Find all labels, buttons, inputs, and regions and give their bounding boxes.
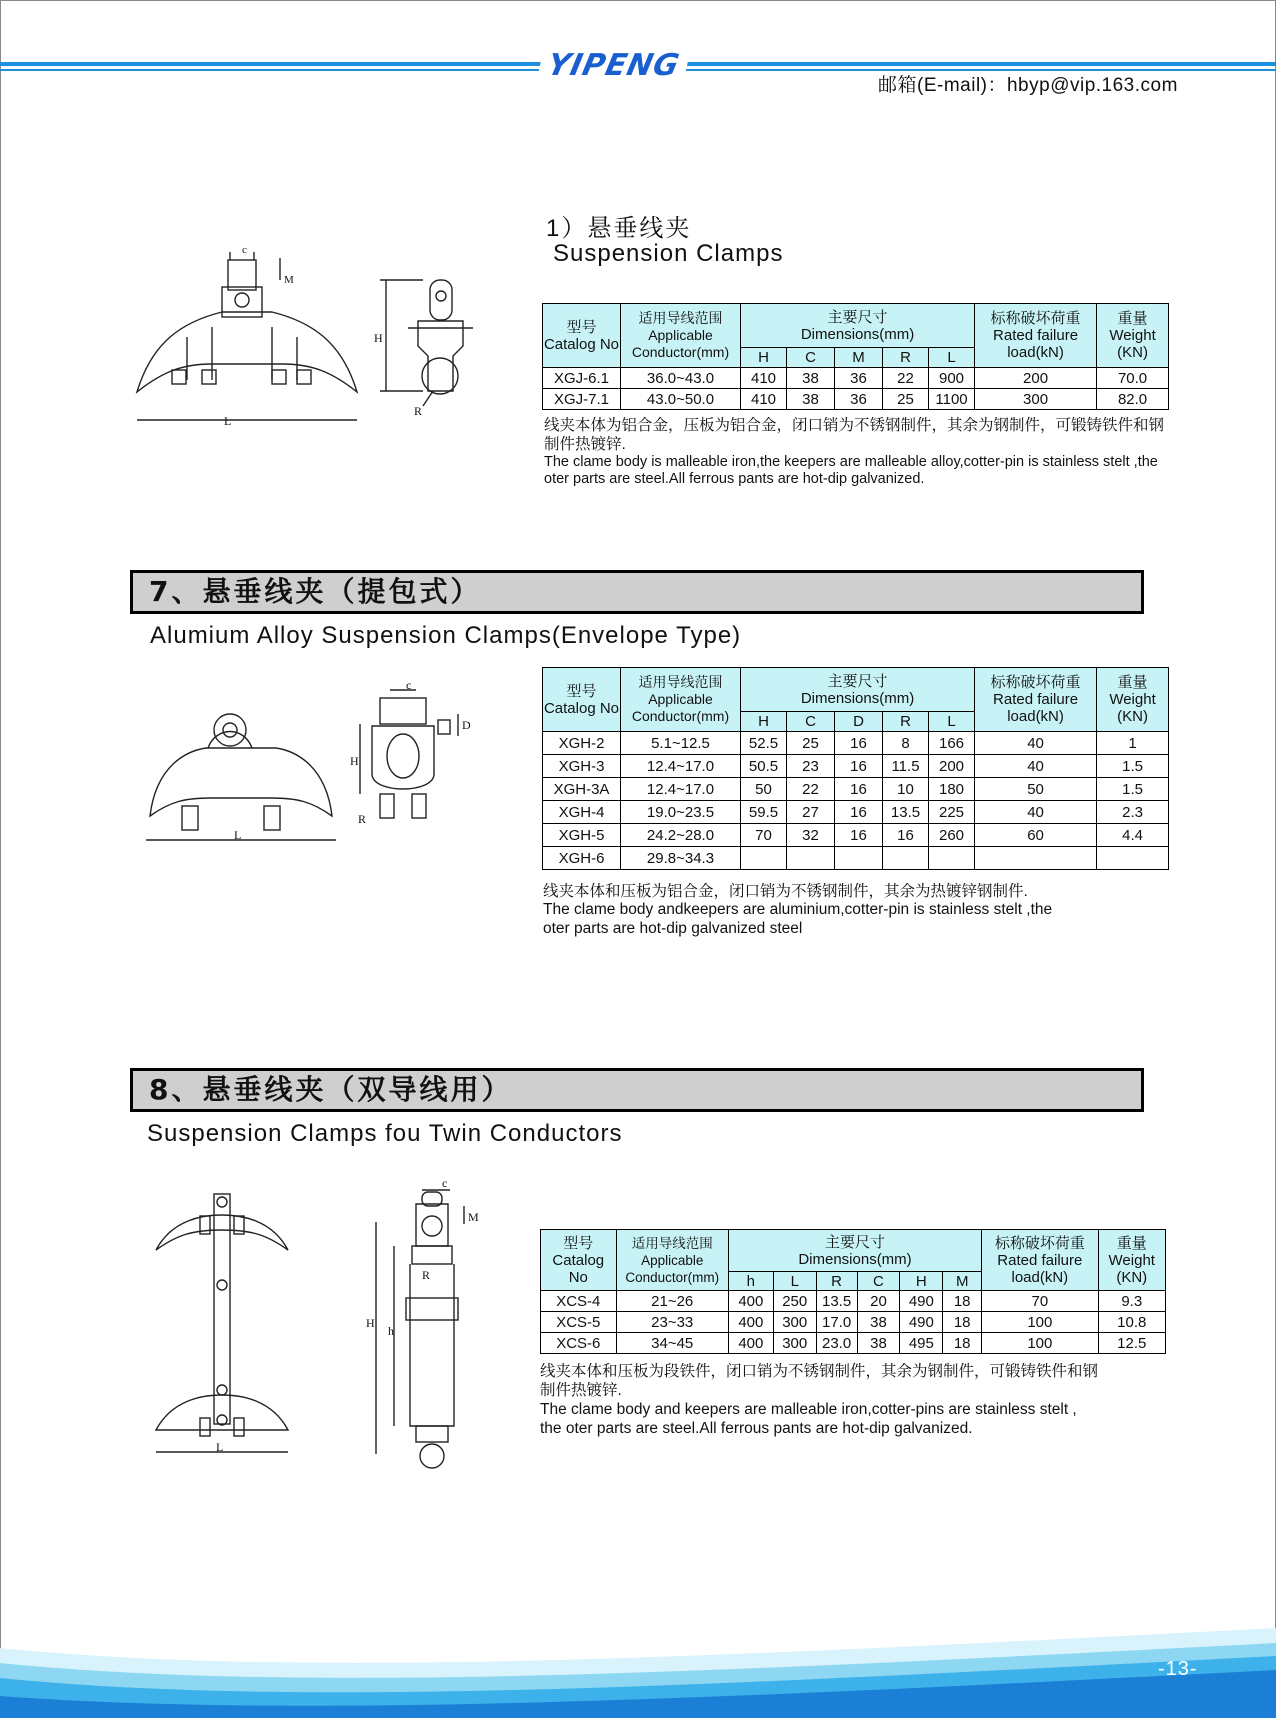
table-cell: 29.8~34.3	[621, 847, 741, 870]
table-row	[543, 847, 1169, 870]
dim-col: H	[741, 712, 787, 732]
table-cell: 16	[835, 778, 883, 801]
table-cell: 32	[787, 824, 835, 847]
email-contact: 邮箱(E-mail)：hbyp@vip.163.com	[878, 75, 1178, 96]
table-cell: 16	[835, 755, 883, 778]
table-cell	[1097, 847, 1169, 870]
table-cell: 82.0	[1097, 389, 1169, 410]
table-cell: 100	[982, 1312, 1098, 1333]
table-cell: 70	[741, 824, 787, 847]
table-cell: 59.5	[741, 801, 787, 824]
table-cell	[787, 847, 835, 870]
table-cell: 50	[975, 778, 1097, 801]
table-cell: 10.8	[1098, 1312, 1165, 1333]
table-cell: XGH-5	[543, 824, 621, 847]
table-cell: 400	[728, 1312, 773, 1333]
table-cell: 16	[835, 824, 883, 847]
label-c: c	[242, 244, 247, 256]
table-cell: 22	[787, 778, 835, 801]
table-cell: 50	[741, 778, 787, 801]
table-row	[543, 368, 1169, 389]
table-cell: XGH-2	[543, 732, 621, 755]
table-cell: 50.5	[741, 755, 787, 778]
table-cell: XCS-6	[541, 1333, 617, 1354]
dim-col: H	[900, 1272, 943, 1291]
table-cell: 4.4	[1097, 824, 1169, 847]
col-weight-header: 重量 Weight (KN)	[1098, 1230, 1165, 1291]
col-catalog-header: 型号 Catalog No	[543, 304, 621, 368]
table-cell	[929, 847, 975, 870]
table-cell: 300	[975, 389, 1097, 410]
section8-note-cn-1: 线夹本体和压板为段铁件，闭口销为不锈钢制件，其余为钢制件，可锻铸铁件和钢	[540, 1363, 1099, 1380]
dim-col: R	[883, 712, 929, 732]
label-h-small: h	[388, 1324, 394, 1338]
table-cell: 16	[883, 824, 929, 847]
suspension-clamp-side-drawing	[374, 276, 498, 426]
dim-col: R	[883, 348, 929, 368]
col-load-header: 标称破坏荷重 Rated failure load(kN)	[982, 1230, 1098, 1291]
table-cell: 1.5	[1097, 755, 1169, 778]
table-cell: 10	[883, 778, 929, 801]
table-cell: 18	[943, 1312, 982, 1333]
section7-note-cn: 线夹本体和压板为铝合金，闭口销为不锈钢制件，其余为热镀锌钢制件.	[543, 883, 1028, 900]
table-cell: 250	[773, 1291, 816, 1312]
label-c: c	[406, 678, 412, 692]
label-c: c	[442, 1176, 448, 1190]
col-conductor-header: 适用导线范围 Applicable Conductor(mm)	[621, 668, 741, 732]
table-cell	[975, 847, 1097, 870]
table-cell: XGJ-7.1	[543, 389, 621, 410]
dim-col: C	[787, 712, 835, 732]
dim-col: L	[929, 348, 975, 368]
col-load-header: 标称破坏荷重 Rated failure load(kN)	[975, 668, 1097, 732]
section1-note-cn: 线夹本体为铝合金，压板为铝合金，闭口销为不锈钢制件，其余为钢制件，可锻铸铁件和钢制件热镀锌.	[544, 417, 1165, 453]
twin-clamp-side-drawing	[366, 1176, 496, 1476]
table-cell: 12.4~17.0	[621, 778, 741, 801]
dim-col: H	[741, 348, 787, 368]
table-cell: 25	[787, 732, 835, 755]
table-cell: 43.0~50.0	[621, 389, 741, 410]
table-cell: 23	[787, 755, 835, 778]
table-cell: 17.0	[816, 1312, 857, 1333]
table-cell: 200	[975, 368, 1097, 389]
table-cell: 16	[835, 801, 883, 824]
label-h: H	[374, 331, 383, 345]
section7-title-cn: 7、悬垂线夹（提包式）	[149, 575, 482, 608]
label-l: L	[224, 414, 232, 428]
table-cell: 38	[857, 1333, 900, 1354]
table-cell: 490	[900, 1291, 943, 1312]
dim-col: h	[728, 1272, 773, 1291]
section8-note-en-2: the oter parts are steel.All ferrous pants are hot-dip galvanized.	[540, 1420, 973, 1437]
col-dimensions-header: 主要尺寸 Dimensions(mm)	[741, 304, 975, 348]
table-row	[541, 1333, 1166, 1354]
dim-col: C	[787, 348, 835, 368]
table-row	[541, 1312, 1166, 1333]
table-cell: 400	[728, 1291, 773, 1312]
table-cell: 12.4~17.0	[621, 755, 741, 778]
section7-title-bar	[130, 570, 1144, 614]
table-cell: 2.3	[1097, 801, 1169, 824]
section8-note-cn-2: 制件热镀锌.	[540, 1382, 622, 1399]
table-cell: 21~26	[616, 1291, 728, 1312]
section7-spec-table	[542, 667, 1169, 870]
dim-col: C	[857, 1272, 900, 1291]
section7-title-en: Alumium Alloy Suspension Clamps(Envelope Type)	[150, 622, 742, 649]
table-cell: 60	[975, 824, 1097, 847]
table-cell: 11.5	[883, 755, 929, 778]
label-m: M	[468, 1210, 479, 1224]
table-cell: 400	[728, 1333, 773, 1354]
table-cell: 260	[929, 824, 975, 847]
col-catalog-header: 型号 Catalog No	[541, 1230, 617, 1291]
section8-note-en-1: The clame body and keepers are malleable iron,cotter-pins are stainless stelt ,	[540, 1401, 1077, 1418]
label-r: R	[422, 1268, 431, 1282]
table-row	[541, 1291, 1166, 1312]
table-row	[543, 778, 1169, 801]
table-cell: XCS-5	[541, 1312, 617, 1333]
section1-spec-table	[542, 303, 1169, 410]
table-cell: 25	[883, 389, 929, 410]
table-row	[543, 732, 1169, 755]
table-cell: 12.5	[1098, 1333, 1165, 1354]
page-number: -13-	[1158, 1658, 1198, 1680]
envelope-clamp-front-drawing	[146, 706, 336, 846]
table-cell: 38	[787, 389, 835, 410]
label-h: H	[350, 754, 359, 768]
section7-note-en-1: The clame body andkeepers are aluminium,cotter-pin is stainless stelt ,the	[543, 901, 1053, 918]
dim-col: L	[929, 712, 975, 732]
table-cell: 8	[883, 732, 929, 755]
dim-col: M	[943, 1272, 982, 1291]
table-cell: 27	[787, 801, 835, 824]
dim-col: D	[835, 712, 883, 732]
table-cell: 100	[982, 1333, 1098, 1354]
col-dimensions-header: 主要尺寸 Dimensions(mm)	[741, 668, 975, 712]
table-cell: 24.2~28.0	[621, 824, 741, 847]
table-cell: 19.0~23.5	[621, 801, 741, 824]
table-cell: 9.3	[1098, 1291, 1165, 1312]
table-cell: 410	[741, 389, 787, 410]
table-cell: 490	[900, 1312, 943, 1333]
label-h: H	[366, 1316, 375, 1330]
dim-col: M	[835, 348, 883, 368]
col-weight-header: 重量 Weight (KN)	[1097, 304, 1169, 368]
section8-title-bar	[130, 1068, 1144, 1112]
table-row	[543, 824, 1169, 847]
table-cell: 900	[929, 368, 975, 389]
table-cell: XGH-4	[543, 801, 621, 824]
suspension-clamp-front-drawing	[132, 244, 362, 432]
section1-title-cn: 1）悬垂线夹	[546, 215, 692, 242]
table-cell: 70.0	[1097, 368, 1169, 389]
table-cell: 180	[929, 778, 975, 801]
table-cell: 166	[929, 732, 975, 755]
table-cell: 13.5	[816, 1291, 857, 1312]
table-cell: 40	[975, 801, 1097, 824]
section7-note-en-2: oter parts are hot-dip galvanized steel	[543, 920, 803, 937]
table-cell: XGH-6	[543, 847, 621, 870]
section1-title-en: Suspension Clamps	[553, 240, 784, 267]
table-cell	[883, 847, 929, 870]
table-cell: 13.5	[883, 801, 929, 824]
table-cell: 23~33	[616, 1312, 728, 1333]
col-conductor-header: 适用导线范围 Applicable Conductor(mm)	[621, 304, 741, 368]
label-m: M	[284, 274, 294, 286]
table-cell: 300	[773, 1333, 816, 1354]
table-cell: 36	[835, 368, 883, 389]
col-weight-header: 重量 Weight (KN)	[1097, 668, 1169, 732]
table-cell: 5.1~12.5	[621, 732, 741, 755]
col-catalog-header: 型号 Catalog No	[543, 668, 621, 732]
section8-title-en: Suspension Clamps fou Twin Conductors	[147, 1120, 623, 1147]
table-cell: 52.5	[741, 732, 787, 755]
table-cell: 22	[883, 368, 929, 389]
col-conductor-header: 适用导线范围 Applicable Conductor(mm)	[616, 1230, 728, 1291]
col-load-header: 标称破坏荷重 Rated failure load(kN)	[975, 304, 1097, 368]
table-cell: 300	[773, 1312, 816, 1333]
table-cell: 40	[975, 755, 1097, 778]
table-cell: 18	[943, 1291, 982, 1312]
table-cell: 20	[857, 1291, 900, 1312]
table-cell: 16	[835, 732, 883, 755]
table-cell	[741, 847, 787, 870]
section8-title-cn: 8、悬垂线夹（双导线用）	[149, 1073, 513, 1106]
section8-spec-table	[540, 1229, 1166, 1354]
col-dimensions-header: 主要尺寸 Dimensions(mm)	[728, 1230, 981, 1272]
yipeng-logo: YIPENG	[536, 48, 691, 83]
table-cell: 1100	[929, 389, 975, 410]
table-cell: 34~45	[616, 1333, 728, 1354]
table-cell: 36	[835, 389, 883, 410]
table-cell: 36.0~43.0	[621, 368, 741, 389]
table-cell	[835, 847, 883, 870]
table-cell: 200	[929, 755, 975, 778]
table-cell: 38	[857, 1312, 900, 1333]
table-cell: XGH-3A	[543, 778, 621, 801]
table-cell: 70	[982, 1291, 1098, 1312]
section1-note-en: The clame body is malleable iron,the keepers are malleable alloy,cotter-pin is stainless stelt ,the oter parts are steel.All ferrous pants are hot-dip galvanized.	[544, 454, 1158, 487]
table-row	[543, 801, 1169, 824]
table-cell: XCS-4	[541, 1291, 617, 1312]
table-row	[543, 755, 1169, 778]
table-cell: 1.5	[1097, 778, 1169, 801]
twin-clamp-front-drawing	[152, 1190, 292, 1460]
table-cell: 23.0	[816, 1333, 857, 1354]
footer-wave	[0, 1608, 1276, 1718]
label-l: L	[216, 1440, 224, 1454]
label-r: R	[414, 404, 423, 418]
table-cell: 40	[975, 732, 1097, 755]
table-cell: 225	[929, 801, 975, 824]
table-cell: 1	[1097, 732, 1169, 755]
dim-col: L	[773, 1272, 816, 1291]
label-r: R	[358, 812, 367, 826]
label-d: D	[462, 718, 471, 732]
table-cell: 18	[943, 1333, 982, 1354]
table-cell: 410	[741, 368, 787, 389]
table-cell: XGJ-6.1	[543, 368, 621, 389]
envelope-clamp-side-drawing	[350, 678, 490, 834]
table-cell: 495	[900, 1333, 943, 1354]
dim-col: R	[816, 1272, 857, 1291]
table-cell: 38	[787, 368, 835, 389]
label-l: L	[234, 828, 242, 842]
table-row	[543, 389, 1169, 410]
table-cell: XGH-3	[543, 755, 621, 778]
